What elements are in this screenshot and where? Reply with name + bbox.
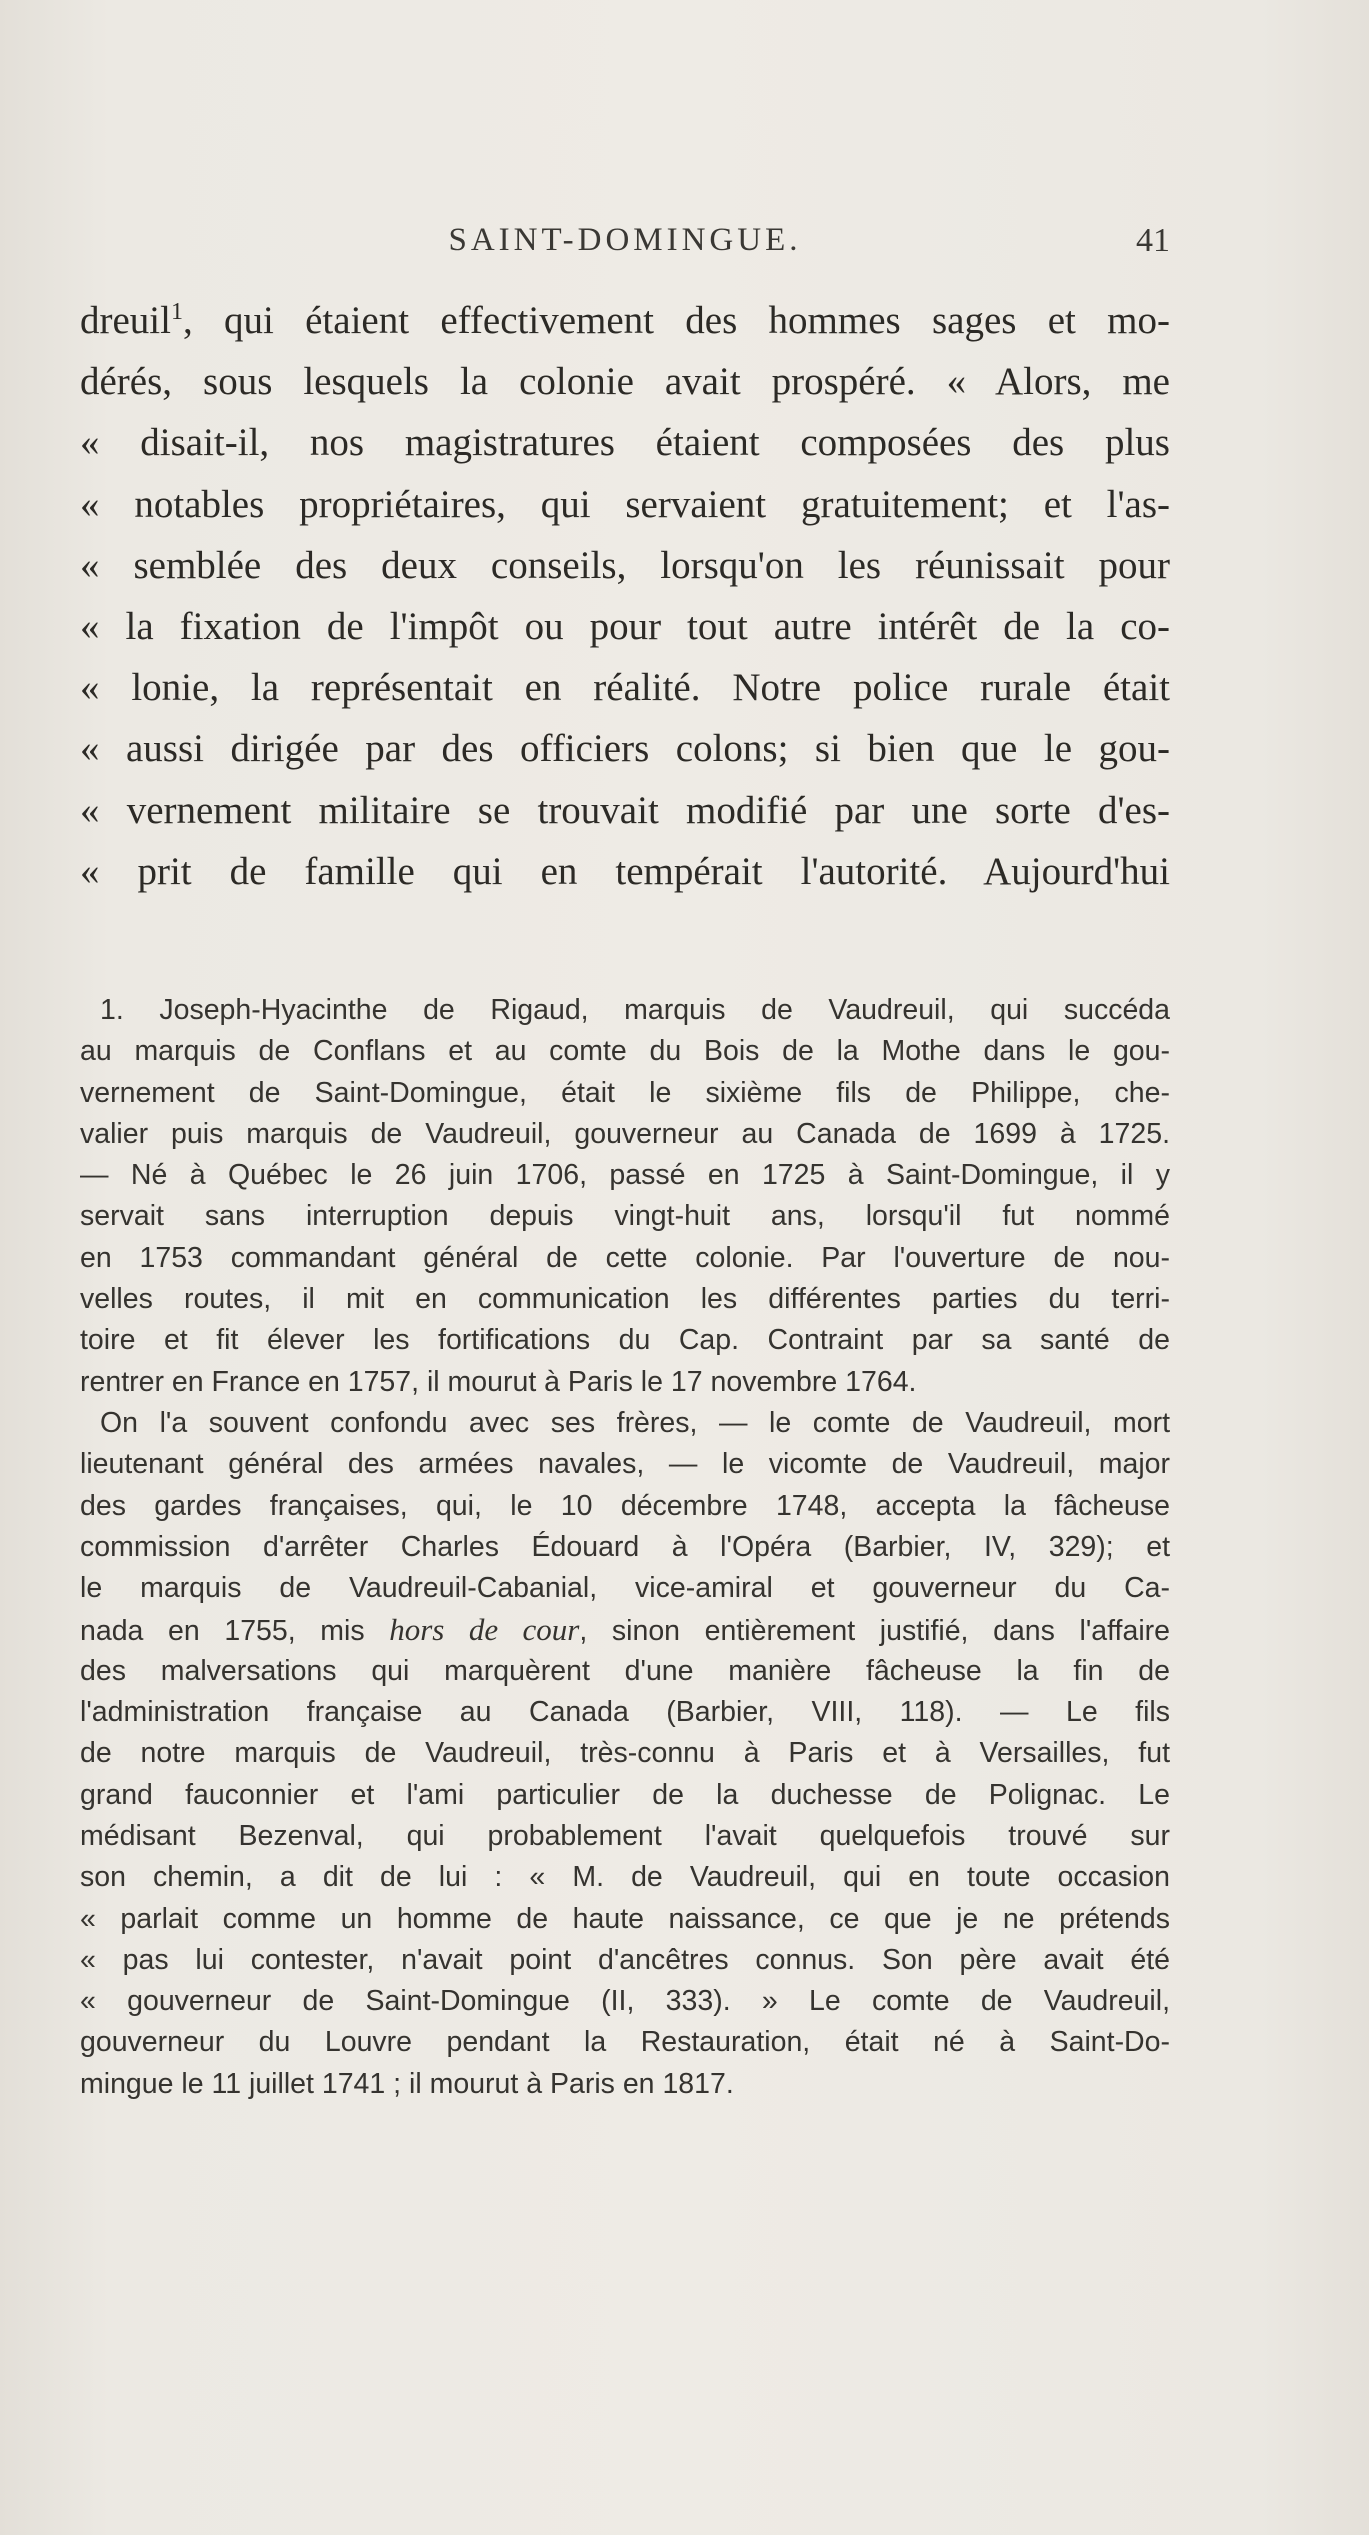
text-line: « notables propriétaires, qui servaient gratuitement; et l'as- [80, 482, 1170, 526]
footnote-reference: 1 [170, 299, 183, 325]
italic-phrase: hors de cour [389, 1612, 580, 1648]
footnote [80, 990, 1170, 2105]
footnote-line: des malversations qui marquèrent d'une manière fâcheuse la fin de [80, 1654, 1170, 1687]
footnote-line: velles routes, il mit en communication les différentes parties du terri- [80, 1283, 1170, 1316]
footnote-line: de notre marquis de Vaudreuil, très-connu à Paris et à Versailles, fut [80, 1737, 1170, 1770]
footnote-line: « parlait comme un homme de haute naissance, ce que je ne prétends [80, 1902, 1170, 1935]
footnote-line: On l'a souvent confondu avec ses frères, — le comte de Vaudreuil, mort [100, 1406, 1170, 1439]
footnote-line: le marquis de Vaudreuil-Cabanial, vice-amiral et gouverneur du Ca- [80, 1572, 1170, 1605]
footnote-line: gouverneur du Louvre pendant la Restauration, était né à Saint-Do- [80, 2026, 1170, 2059]
footnote-line: grand fauconnier et l'ami particulier de la duchesse de Polignac. Le [80, 1778, 1170, 1811]
footnote-line: — Né à Québec le 26 juin 1706, passé en 1725 à Saint-Domingue, il y [80, 1159, 1170, 1192]
page-number: 41 [1136, 222, 1170, 259]
main-text [80, 290, 1170, 902]
text-line: dreuil$^1$, qui étaient effectivement des hommes sages et mo- [80, 299, 1170, 342]
footnote-line: au marquis de Conflans et au comte du Bois de la Mothe dans le gou- [80, 1035, 1170, 1068]
footnote-line: lieutenant général des armées navales, — le vicomte de Vaudreuil, major [80, 1448, 1170, 1481]
text-line: « semblée des deux conseils, lorsqu'on les réunissait pour [80, 543, 1170, 587]
footnote-line: l'administration française au Canada (Barbier, VIII, 118). — Le fils [80, 1696, 1170, 1729]
text-line: « lonie, la représentait en réalité. Notre police rurale était [80, 666, 1170, 710]
text-line: « la fixation de l'impôt ou pour tout autre intérêt de la co- [80, 604, 1170, 648]
footnote-line: mingue le 11 juillet 1741 ; il mourut à Paris en 1817. [80, 2067, 734, 2100]
footnote-line: valier puis marquis de Vaudreuil, gouverneur au Canada de 1699 à 1725. [80, 1117, 1170, 1150]
footnote-line: toire et fit élever les fortifications du Cap. Contraint par sa santé de [80, 1324, 1170, 1357]
footnote-line: des gardes françaises, qui, le 10 décembre 1748, accepta la fâcheuse [80, 1489, 1170, 1522]
text-line: « prit de famille qui en tempérait l'autorité. Aujourd'hui [80, 849, 1170, 893]
running-title: SAINT-DOMINGUE. [448, 222, 802, 258]
text-line: « vernement militaire se trouvait modifié par une sorte d'es- [80, 788, 1170, 832]
running-head [80, 222, 1170, 262]
footnote-line: en 1753 commandant général de cette colonie. Par l'ouverture de nou- [80, 1241, 1170, 1274]
footnote-line: 1. Joseph-Hyacinthe de Rigaud, marquis de Vaudreuil, qui succéda [100, 994, 1170, 1026]
text-line: « disait-il, nos magistratures étaient composées des plus [80, 421, 1170, 465]
footnote-line: commission d'arrêter Charles Édouard à l'Opéra (Barbier, IV, 329); et [80, 1530, 1170, 1563]
text-line: « aussi dirigée par des officiers colons; si bien que le gou- [80, 727, 1170, 771]
footnote-line: « gouverneur de Saint-Domingue (II, 333). » Le comte de Vaudreuil, [80, 1985, 1170, 2018]
footnote-line: « pas lui contester, n'avait point d'ancêtres connus. Son père avait été [80, 1943, 1170, 1976]
footnote-line: servait sans interruption depuis vingt-huit ans, lorsqu'il fut nommé [80, 1200, 1170, 1233]
footnote-line: nada en 1755, mis hors de cour, sinon entièrement justifié, dans l'affaire [80, 1612, 1170, 1648]
footnote-line: son chemin, a dit de lui : « M. de Vaudreuil, qui en toute occasion [80, 1861, 1170, 1894]
footnote-line: vernement de Saint-Domingue, était le sixième fils de Philippe, che- [80, 1076, 1170, 1109]
text-line: dérés, sous lesquels la colonie avait prospéré. « Alors, me [80, 360, 1170, 404]
footnote-line: médisant Bezenval, qui probablement l'avait quelquefois trouvé sur [80, 1819, 1170, 1852]
footnote-line: rentrer en France en 1757, il mourut à Paris le 17 novembre 1764. [80, 1365, 917, 1398]
